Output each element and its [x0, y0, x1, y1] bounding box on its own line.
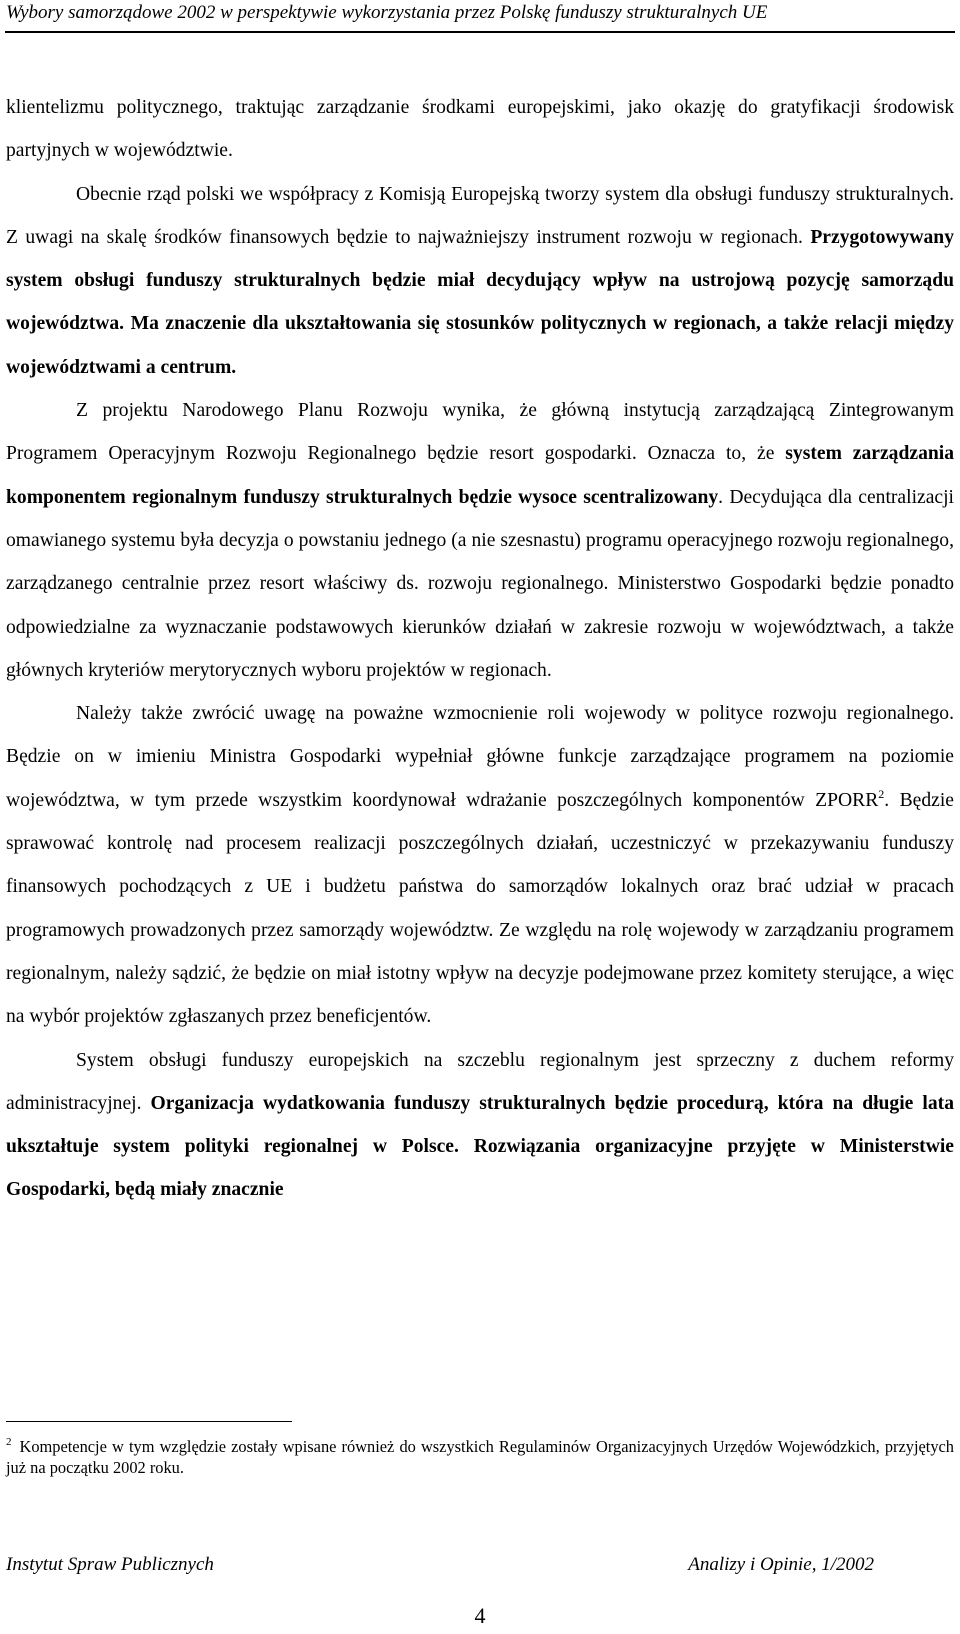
paragraph-2-bold: Przygotowywany system obsługi funduszy strukturalnych będzie miał decydujący wpływ na ustrojową pozycję samorządu województwa. Ma znaczenie dla ukształtowania się stosunków politycznych w regionach, a także relacji między województwami a centrum. — [6, 226, 954, 378]
footer-institution: Instytut Spraw Publicznych — [6, 1554, 214, 1575]
header-rule — [5, 31, 955, 33]
footnote-rule — [6, 1421, 292, 1422]
footnote — [6, 1436, 954, 1478]
paragraph-4-text-end: . Będzie sprawować kontrolę nad procesem realizacji poszczególnych działań, uczestniczyć w przekazywaniu funduszy finansowych pochodzących z UE i budżetu państwa do samorządów lokalnych oraz brać udział w pracach programowych prowadzonych przez samorządy województw. Ze względu na rolę wojewody w zarządzaniu programem regionalnym, należy sądzić, że będzie on miał istotny wpływ na decyzje podejmowane przez komitety sterujące, a więc na wybór projektów zgłaszanych przez beneficjentów. — [6, 789, 954, 1028]
footnote-number: 2 — [6, 1436, 12, 1448]
paragraph-2 — [6, 173, 954, 389]
footnote-text: Kompetencje w tym względzie zostały wpisane również do wszystkich Regulaminów Organizacyjnych Urzędów Wojewódzkich, przyjętych już na początku 2002 roku. — [6, 1437, 954, 1477]
paragraph-5-text: System obsługi funduszy europejskich na szczeblu regionalnym jest sprzeczny z duchem reformy administracyjnej. — [6, 1049, 954, 1114]
paragraph-1 — [6, 86, 954, 173]
page-number: 4 — [474, 1603, 486, 1628]
paragraph-3-bold: system zarządzania komponentem regionalnym funduszy strukturalnych będzie wysoce scentralizowany — [6, 443, 954, 508]
footnote-reference[interactable]: 2 — [878, 786, 885, 801]
paragraph-3 — [6, 389, 954, 692]
running-header: Wybory samorządowe 2002 w perspektywie wykorzystania przez Polskę funduszy strukturalnych UE — [6, 2, 768, 23]
paragraph-1-text: klientelizmu politycznego, traktując zarządzanie środkami europejskimi, jako okazję do gratyfikacji środowisk partyjnych w województwie. — [6, 97, 954, 162]
paragraph-2-text: Obecnie rząd polski we współpracy z Komisją Europejską tworzy system dla obsługi funduszy strukturalnych. Z uwagi na skalę środków finansowych będzie to najważniejszy instrument rozwoju w regionach. — [6, 183, 954, 248]
paragraph-5 — [6, 1039, 954, 1212]
paragraph-4-text-start: Należy także zwrócić uwagę na poważne wzmocnienie roli wojewody w polityce rozwoju regionalnego. Będzie on w imieniu Ministra Gospodarki wypełniał główne funkcje zarządzające programem na poziomie województwa, w tym przede wszystkim koordynował wdrażanie poszczególnych komponentów ZPORR — [6, 703, 954, 811]
paragraph-3-text-start: Z projektu Narodowego Planu Rozwoju wynika, że główną instytucją zarządzającą Zintegrowanym Programem Operacyjnym Rozwoju Regionalnego będzie resort gospodarki. Oznacza to, że — [6, 400, 954, 465]
paragraph-3-text-end: . Decydująca dla centralizacji omawianego systemu była decyzja o powstaniu jednego (a nie szesnastu) programu operacyjnego rozwoju regionalnego, zarządzanego centralnie przez resort właściwy ds. rozwoju regionalnego. Ministerstwo Gospodarki będzie ponadto odpowiedzialne za wyznaczanie podstawowych kierunków działań w zakresie rozwoju w województwach, a także głównych kryteriów merytorycznych wyboru projektów w regionach. — [6, 486, 954, 681]
paragraph-4 — [6, 692, 954, 1038]
paragraph-5-bold: Organizacja wydatkowania funduszy strukturalnych będzie procedurą, która na długie lata ukształtuje system polityki regionalnej w Polsce. Rozwiązania organizacyjne przyjęte w Ministerstwie Gospodarki, będą miały znacznie — [6, 1092, 954, 1201]
body-text — [6, 86, 954, 1212]
footer-publication: Analizy i Opinie, 1/2002 — [688, 1554, 874, 1575]
